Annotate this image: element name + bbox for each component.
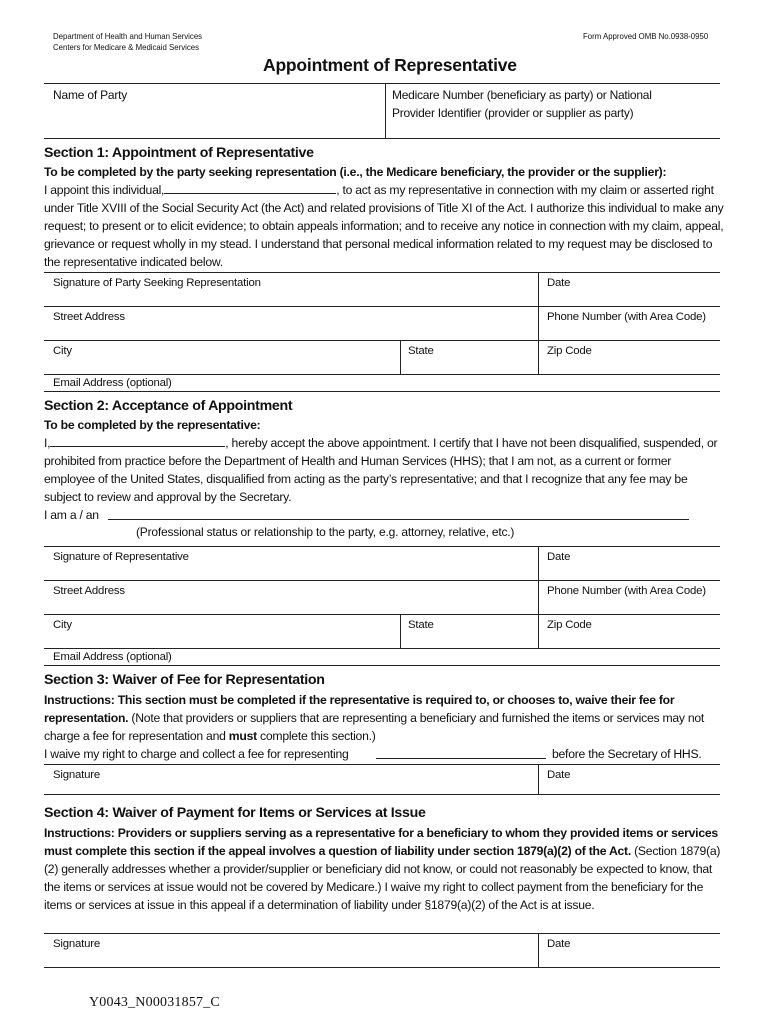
s3-date-field[interactable]: Date — [547, 769, 571, 781]
section1-instruction: To be completed by the party seeking representation (i.e., the Medicare beneficiary, the provider or the supplier): — [44, 165, 667, 179]
s2-signature-field[interactable]: Signature of Representative — [53, 551, 189, 563]
section3-waive-line — [44, 745, 349, 763]
s2-zip-field[interactable]: Zip Code — [547, 619, 592, 631]
s1-zip-field[interactable]: Zip Code — [547, 345, 592, 357]
section2-instruction: To be completed by the representative: — [44, 418, 261, 432]
professional-status-line[interactable] — [108, 519, 689, 520]
s2-email-field[interactable]: Email Address (optional) — [53, 651, 172, 663]
i-am-a-label: I am a / an — [44, 508, 99, 522]
s1-city-field[interactable]: City — [53, 345, 72, 357]
agency-line2: Centers for Medicare & Medicaid Services — [53, 42, 200, 52]
s2-state-field[interactable]: State — [408, 619, 434, 631]
s1-date-field[interactable]: Date — [547, 277, 571, 289]
section3-note-b: complete this section.) — [256, 729, 376, 743]
section2-text-a: I, — [44, 436, 51, 450]
section3-title: Section 3: Waiver of Fee for Representation — [44, 672, 325, 688]
section3-note-must: must — [228, 729, 257, 743]
s3-signature-field[interactable]: Signature — [53, 769, 100, 781]
professional-note: (Professional status or relationship to the party, e.g. attorney, relative, etc.) — [136, 525, 515, 539]
waive-party-name-line[interactable] — [376, 758, 546, 759]
agency-line1: Department of Health and Human Services — [53, 31, 203, 41]
section4-text: (Section 1879(a)(2) generally addresses whether a provider/supplier or beneficiary did not know, or could not reasonably be expected to know, that the items or services at issue would not be covered by Medicare.) I waive my right to collect payment from the beneficiary for the items or services at issue in this appeal if a determination of liability under §1879(a)(2) of the Act is at issue. — [44, 844, 721, 912]
representative-name-line[interactable] — [164, 182, 336, 194]
s1-signature-field[interactable]: Signature of Party Seeking Representation — [53, 277, 261, 289]
section2-paragraph — [44, 416, 724, 506]
s1-state-field[interactable]: State — [408, 345, 434, 357]
representative-self-name-line[interactable] — [50, 435, 225, 447]
s1-phone-field[interactable]: Phone Number (with Area Code) — [547, 311, 706, 323]
section3-paragraph — [44, 691, 724, 745]
s1-email-field[interactable]: Email Address (optional) — [53, 377, 172, 389]
section1-text-a: I appoint this individual, — [44, 183, 165, 197]
s2-street-field[interactable]: Street Address — [53, 585, 125, 597]
s4-signature-field[interactable]: Signature — [53, 938, 100, 950]
section4-paragraph — [44, 824, 726, 914]
section3-waive-b: before the Secretary of HHS. — [552, 747, 702, 761]
form-title: Appointment of Representative — [263, 55, 517, 75]
section3-note-a: (Note that providers or suppliers that are representing a beneficiary and furnished the items or services may not charge a fee for representation and — [44, 711, 705, 743]
party-name-field[interactable]: Name of Party — [53, 88, 128, 102]
section1-title: Section 1: Appointment of Representative — [44, 145, 314, 161]
section4-instructions: Instructions: Providers or suppliers serving as a representative for a beneficiary to whom they provided items or services must complete this section if the appeal involves a question of liability under section 1879(a)(2) of the Act. — [44, 826, 718, 858]
section3-instructions: Instructions: This section must be completed if the representative is required to, or chooses to, waive their fee for representation. — [44, 693, 675, 725]
s1-street-field[interactable]: Street Address — [53, 311, 125, 323]
section2-text-b: , hereby accept the above appointment. I certify that I have not been disqualified, suspended, or prohibited from practice before the Department of Health and Human Services (HHS); that I am not, as a current or former employee of the United States, disqualified from acting as the party’s representative; and that I recognize that any fee may be subject to review and approval by the Secretary. — [44, 436, 718, 504]
s4-date-field[interactable]: Date — [547, 938, 571, 950]
s2-city-field[interactable]: City — [53, 619, 72, 631]
medicare-number-field[interactable]: Medicare Number (beneficiary as party) or National Provider Identifier (provider or supplier as party) — [392, 88, 652, 120]
s2-phone-field[interactable]: Phone Number (with Area Code) — [547, 585, 706, 597]
omb-number: Form Approved OMB No.0938-0950 — [583, 31, 709, 41]
form-code: Y0043_N00031857_C — [89, 995, 220, 1010]
section1-text-b: , to act as my representative in connection with my claim or asserted right under Title XVIII of the Social Security Act (the Act) and related provisions of Title XI of the Act. I authorize this individual to make any request; to present or to elicit evidence; to obtain appeals information; and to receive any notice in connection with my claim, appeal, grievance or request wholly in my stead. I understand that personal medical information related to my request may be disclosed to the representative indicated below. — [44, 183, 724, 269]
section1-paragraph — [44, 163, 724, 271]
section4-title: Section 4: Waiver of Payment for Items or Services at Issue — [44, 805, 426, 821]
section2-title: Section 2: Acceptance of Appointment — [44, 398, 293, 414]
s2-date-field[interactable]: Date — [547, 551, 571, 563]
section3-waive-a: I waive my right to charge and collect a fee for representing — [44, 747, 349, 761]
